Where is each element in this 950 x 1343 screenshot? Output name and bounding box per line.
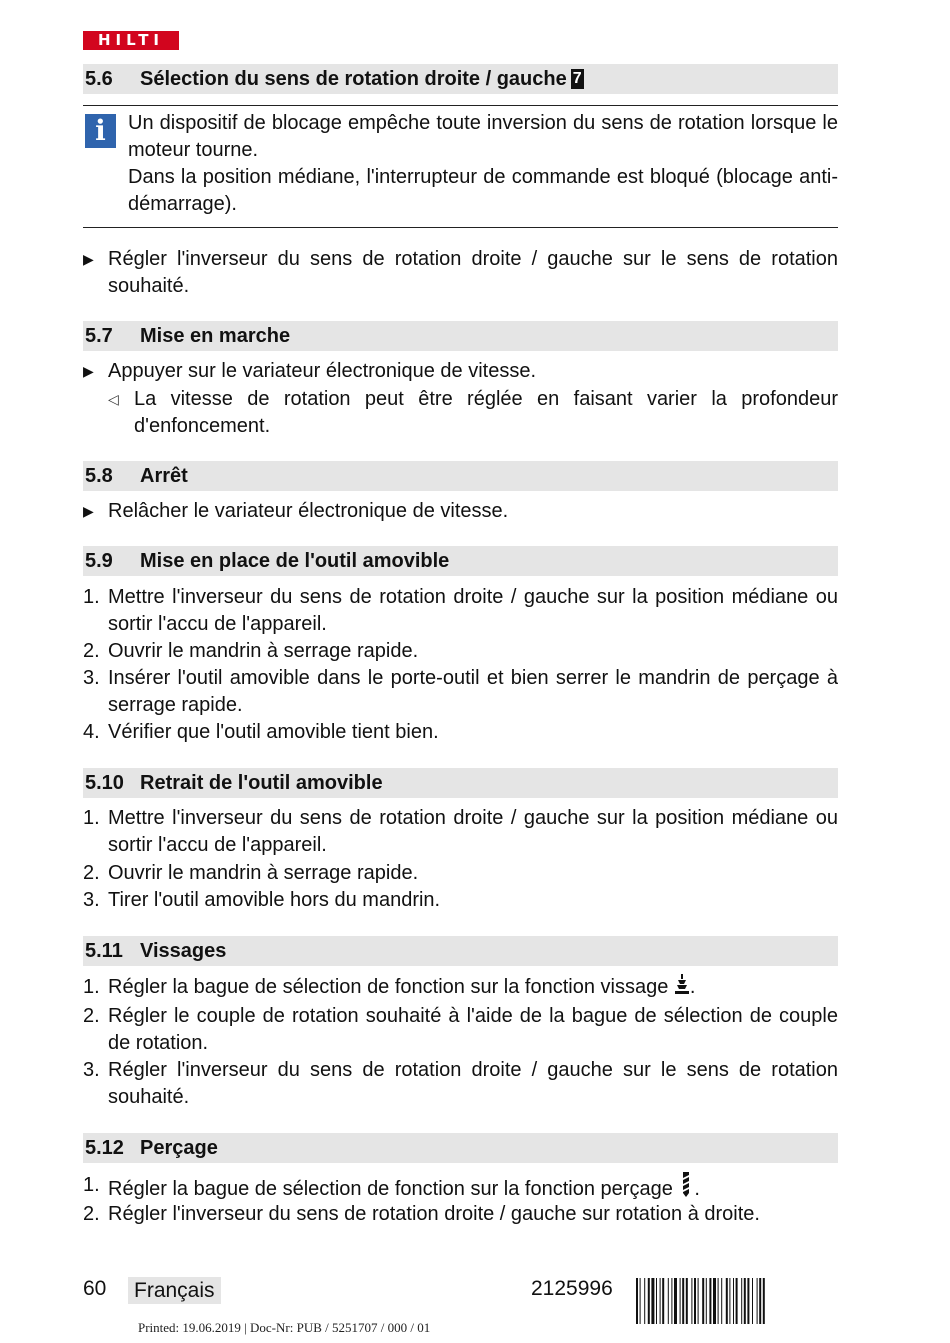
section-title: Retrait de l'outil amovible [140,772,383,794]
triangle-bullet-icon: ▶ [83,251,94,267]
step-text: Appuyer sur le variateur électronique de vitesse. [108,360,537,382]
step-text: Tirer l'outil amovible hors du mandrin. [108,889,441,911]
step-number: 1. [83,1174,100,1196]
step-text: Régler l'inverseur du sens de rotation droite / gauche sur le sens de rotation souhaité. [108,1059,838,1108]
step-text: Ouvrir le mandrin à serrage rapide. [108,862,419,884]
step-text: Relâcher le variateur électronique de vitesse. [108,500,509,522]
step-number: 1. [83,807,100,829]
section-heading-5-12 [83,1133,838,1163]
section-number: 5.11 [85,940,123,962]
step-number: 4. [83,721,100,743]
section-heading-5-11 [83,936,838,966]
print-info: Printed: 19.06.2019 | Doc-Nr: PUB / 5251707 / 000 / 01 [138,1320,431,1335]
triangle-bullet-icon: ▶ [83,503,94,519]
step-number: 1. [83,976,100,998]
page-number: 60 [83,1277,107,1300]
section-heading-5-8 [83,461,838,491]
section-number: 5.12 [85,1137,124,1159]
step-number: 1. [83,586,100,608]
info-icon: i [85,114,116,148]
section-title: Arrêt [140,465,188,487]
step-text: Régler le couple de rotation souhaité à l'aide de la bague de sélection de couple de rotation. [108,1005,838,1054]
step-text: Insérer l'outil amovible dans le porte-outil et bien serrer le mandrin de perçage à serrage rapide. [108,667,838,716]
hilti-logo: HILTI [83,31,179,50]
step-number: 2. [83,1005,100,1027]
step-text: Mettre l'inverseur du sens de rotation droite / gauche sur la position médiane ou sortir l'accu de l'appareil. [108,586,838,635]
divider-top [83,105,838,106]
document-code: 2125996 [531,1277,613,1300]
divider-bottom [83,227,838,228]
step-number: 2. [83,640,100,662]
step-text: Régler l'inverseur du sens de rotation droite / gauche sur le sens de rotation souhaité. [108,248,838,297]
section-number: 5.7 [85,325,113,347]
info-note [128,110,838,218]
step-text: Régler l'inverseur du sens de rotation droite / gauche sur rotation à droite. [108,1203,760,1225]
step-text: Mettre l'inverseur du sens de rotation droite / gauche sur la position médiane ou sortir l'accu de l'appareil. [108,807,838,856]
step-number: 3. [83,667,100,689]
section-title: Mise en place de l'outil amovible [140,550,450,572]
step-text: Ouvrir le mandrin à serrage rapide. [108,640,419,662]
step-number: 3. [83,889,100,911]
result-arrow-icon: ◁ [108,391,119,407]
section-heading-5-7 [83,321,838,351]
section-heading-5-9 [83,546,838,576]
info-line-1: Un dispositif de blocage empêche toute inversion du sens de rotation lorsque le moteur tourne. [128,112,838,161]
section-title: Sélection du sens de rotation droite / gauche 7 [140,68,582,90]
figure-ref-badge: 7 [572,70,582,87]
step-number: 3. [83,1059,100,1081]
section-number: 5.10 [85,772,124,794]
section-heading-5-10 [83,768,838,798]
result-text: La vitesse de rotation peut être réglée en faisant varier la profondeur d'enfoncement. [134,388,838,437]
step-text: Régler la bague de sélection de fonction sur la fonction vissage . [108,974,838,1004]
barcode-image [636,1278,844,1324]
section-number: 5.9 [85,550,113,572]
section-title: Vissages [140,940,227,962]
triangle-bullet-icon: ▶ [83,363,94,379]
step-text: Régler la bague de sélection de fonction sur la fonction perçage . [108,1172,838,1206]
step-number: 2. [83,1203,100,1225]
language-label: Français [128,1277,221,1304]
section-heading-5-6 [83,64,838,94]
step-text: Vérifier que l'outil amovible tient bien. [108,721,439,743]
section-number: 5.8 [85,465,113,487]
screwdriving-icon [674,974,690,1004]
info-line-2: Dans la position médiane, l'interrupteur de commande est bloqué (blocage anti-démarrage). [128,166,838,215]
step-number: 2. [83,862,100,884]
section-title: Mise en marche [140,325,291,347]
section-number: 5.6 [85,68,113,90]
section-title: Perçage [140,1137,218,1159]
